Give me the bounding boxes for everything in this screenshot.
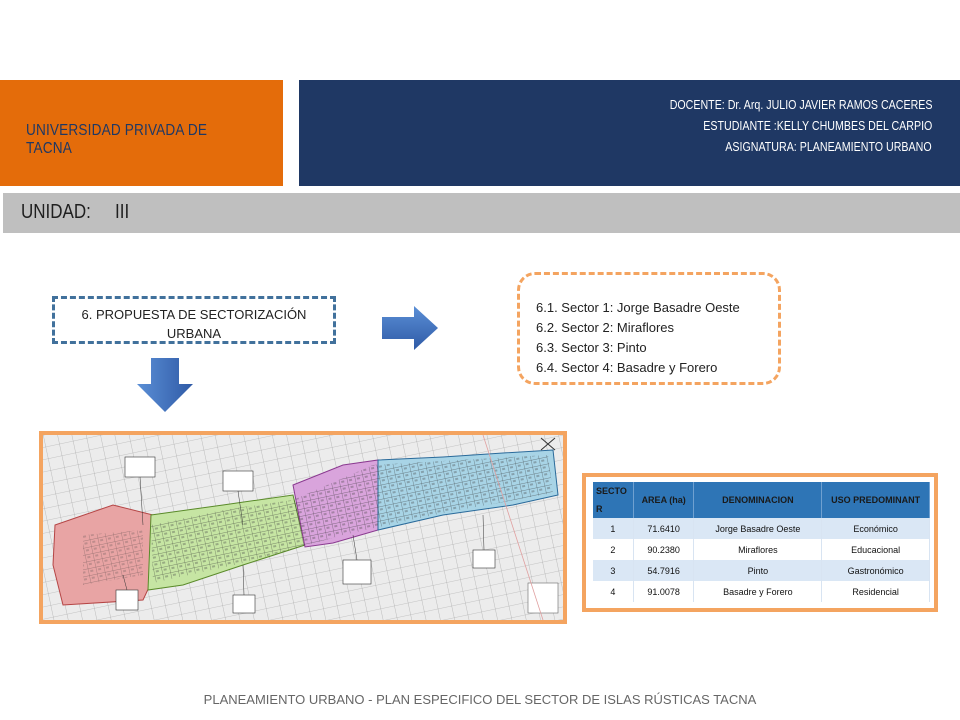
table-cell: 2 [593, 539, 633, 560]
right-arrow-icon [380, 305, 440, 351]
table-cell: Gastronómico [822, 560, 930, 581]
down-arrow-icon [135, 356, 195, 414]
header-denominacion: DENOMINACION [694, 482, 822, 518]
header-sector: SECTO R [593, 482, 633, 518]
sector-item-4: 6.4. Sector 4: Basadre y Forero [536, 360, 718, 375]
university-name: UNIVERSIDAD PRIVADA DE TACNA [26, 122, 208, 157]
sector-item-2: 6.2. Sector 2: Miraflores [536, 320, 674, 335]
table-cell: 3 [593, 560, 633, 581]
table-cell: Miraflores [694, 539, 822, 560]
header-university-block [0, 80, 283, 186]
header-area: AREA (ha) [633, 482, 694, 518]
table-cell: Pinto [694, 560, 822, 581]
footer-text: PLANEAMIENTO URBANO - PLAN ESPECIFICO DEL SECTOR DE ISLAS RÚSTICAS TACNA [203, 692, 757, 707]
unidad-bar [3, 193, 960, 233]
sector-map-image [39, 431, 567, 624]
proposal-line-2: URBANA [166, 326, 222, 341]
docente-line: DOCENTE: Dr. Arq. JULIO JAVIER RAMOS CACERES [669, 97, 932, 112]
table-cell: Jorge Basadre Oeste [694, 518, 822, 539]
sector-table [593, 482, 930, 602]
unidad-value: III [115, 201, 130, 223]
proposal-line-1: 6. PROPUESTA DE SECTORIZACIÓN [81, 307, 307, 322]
sector-list-box [517, 272, 781, 385]
table-cell: 1 [593, 518, 633, 539]
sector-item-1: 6.1. Sector 1: Jorge Basadre Oeste [536, 300, 740, 315]
table-cell: Económico [822, 518, 930, 539]
sector-table-image [582, 473, 938, 612]
proposal-box [52, 296, 336, 344]
table-cell: Educacional [822, 539, 930, 560]
table-row [593, 560, 930, 581]
header-info-block [299, 80, 960, 186]
table-cell: Basadre y Forero [694, 581, 822, 602]
table-header-row [593, 482, 930, 518]
table-row [593, 539, 930, 560]
sector-map [43, 435, 563, 620]
table-cell: 54.7916 [633, 560, 694, 581]
table-cell: 91.0078 [633, 581, 694, 602]
table-cell: 4 [593, 581, 633, 602]
unidad-label: UNIDAD: [21, 201, 91, 223]
sector-item-3: 6.3. Sector 3: Pinto [536, 340, 647, 355]
table-cell: Residencial [822, 581, 930, 602]
header-uso: USO PREDOMINANT [822, 482, 930, 518]
table-cell: 90.2380 [633, 539, 694, 560]
table-cell: 71.6410 [633, 518, 694, 539]
estudiante-line: ESTUDIANTE :KELLY CHUMBES DEL CARPIO [702, 118, 932, 133]
asignatura-line: ASIGNATURA: PLANEAMIENTO URBANO [725, 139, 932, 154]
table-row [593, 581, 930, 602]
table-row [593, 518, 930, 539]
